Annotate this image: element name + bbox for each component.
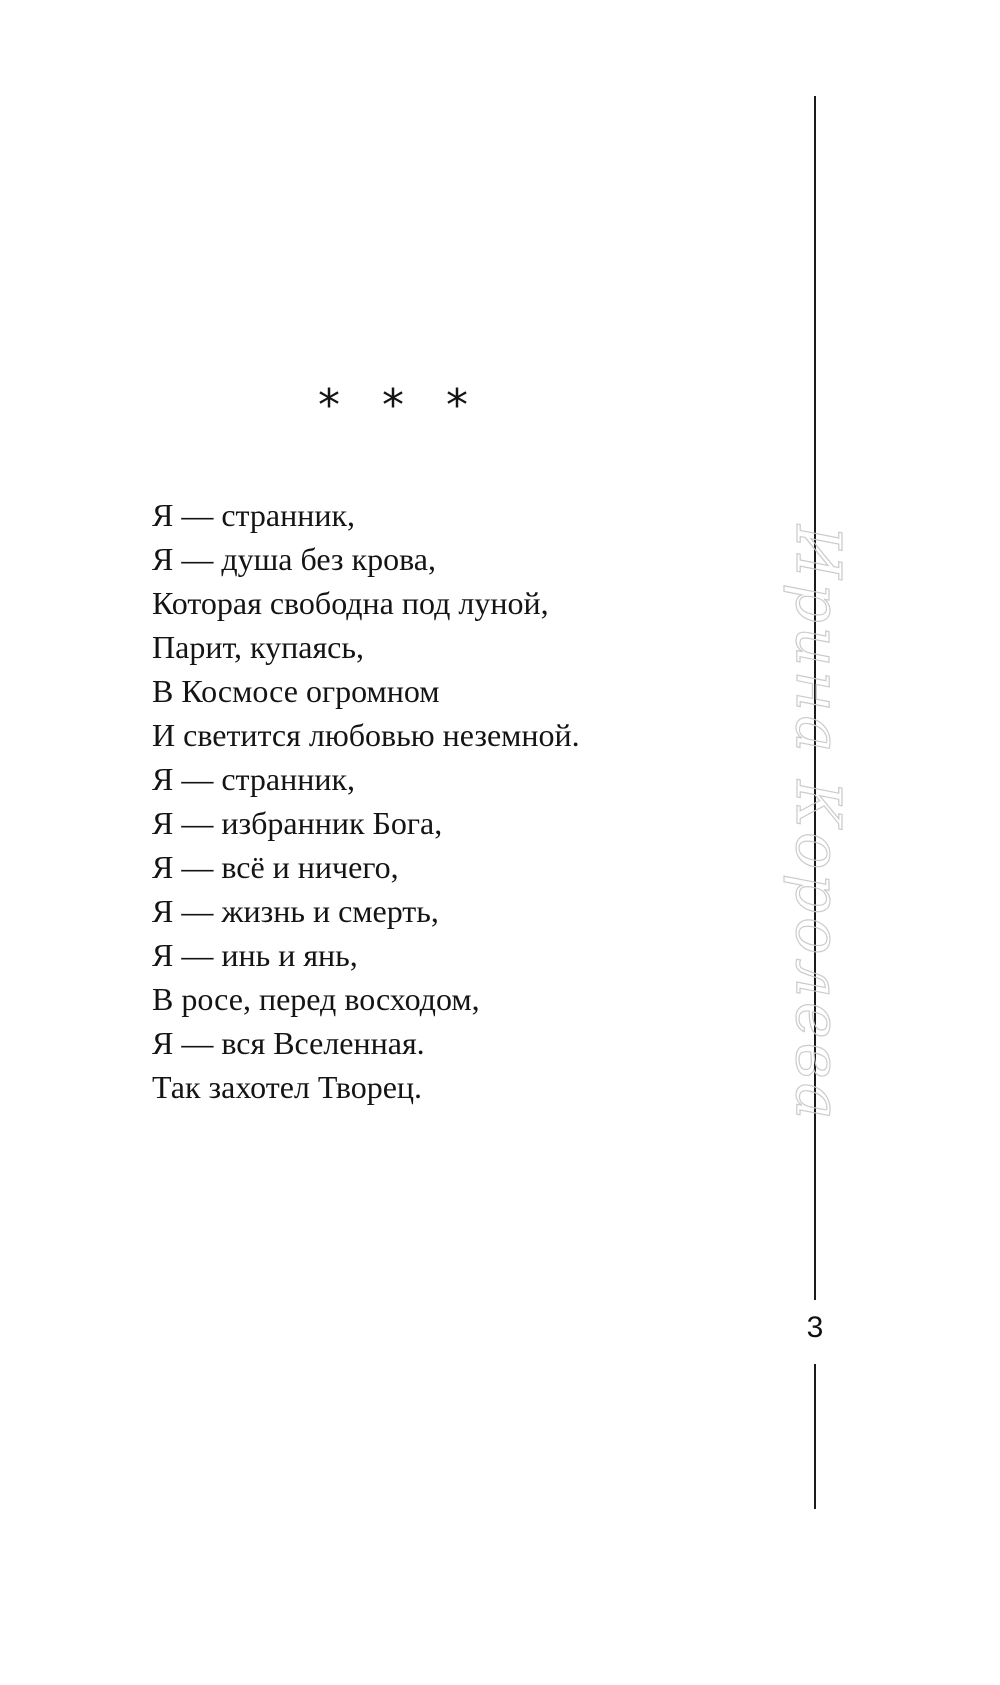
poem-line: Которая свободна под луной, — [152, 585, 549, 621]
poem-line: Я — вся Вселенная. — [152, 1025, 425, 1061]
poem-line: Я — всё и ничего, — [152, 849, 399, 885]
poem-line: Я — избранник Бога, — [152, 805, 443, 841]
poem-line: Парит, купаясь, — [152, 629, 364, 665]
author-name-watermark: Ирина Королева — [782, 525, 855, 1124]
margin-rule-bottom — [814, 1364, 816, 1509]
section-separator: * * * — [318, 380, 482, 431]
poem-line: Я — душа без крова, — [152, 541, 436, 577]
poem-line: В росе, перед восходом, — [152, 981, 480, 1017]
poem-line: И светится любовью неземной. — [152, 717, 580, 753]
poem-line: Я — странник, — [152, 497, 356, 533]
page-number: 3 — [806, 1311, 824, 1344]
poem-line: Так захотел Творец. — [152, 1069, 423, 1105]
poem-line: Я — инь и янь, — [152, 937, 358, 973]
poem — [152, 493, 580, 1109]
poem-line: Я — странник, — [152, 761, 356, 797]
poem-line: В Космосе огромном — [152, 673, 440, 709]
poem-line: Я — жизнь и смерть, — [152, 893, 439, 929]
